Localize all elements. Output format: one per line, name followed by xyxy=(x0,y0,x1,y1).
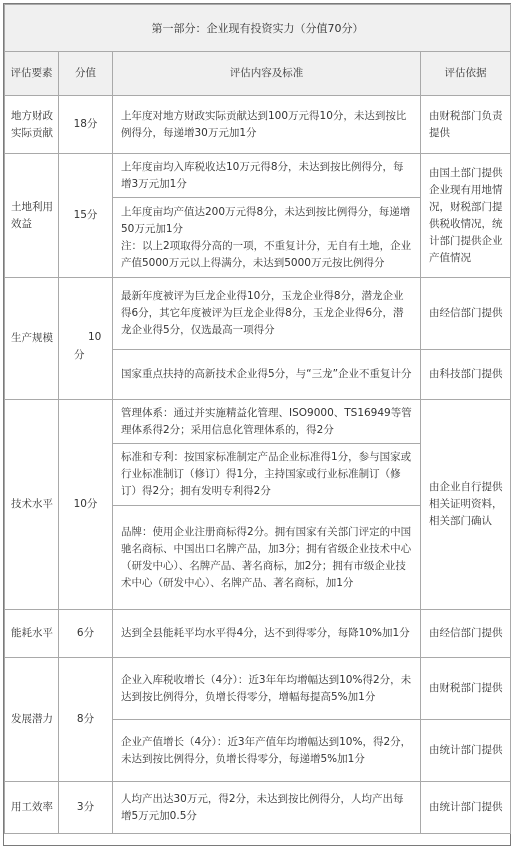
score-cell xyxy=(59,278,113,400)
table-row xyxy=(5,610,511,658)
basis-cell: 由国土部门提供企业现有用地情况，财税部门提供税收情况，统计部门提供企业产值情况 xyxy=(421,154,511,278)
content-cell: 最新年度被评为巨龙企业得10分，玉龙企业得8分，潜龙企业得6分，其它年度被评为巨龙企业得8分，玉龙企业得6分，潜龙企业得5分，仅选最高一项得分 xyxy=(113,278,421,350)
score-unit: 分 xyxy=(74,348,85,361)
table-row xyxy=(5,400,511,444)
element-cell: 技术水平 xyxy=(5,400,59,610)
basis-cell: 由经信部门提供 xyxy=(421,278,511,350)
scoring-table-frame xyxy=(3,3,511,846)
element-cell: 用工效率 xyxy=(5,782,59,834)
basis-cell: 由财税部门提供 xyxy=(421,658,511,720)
header-content: 评估内容及标准 xyxy=(113,52,421,96)
header-basis: 评估依据 xyxy=(421,52,511,96)
table-title: 第一部分：企业现有投资实力（分值70分） xyxy=(5,5,511,52)
score-cell: 18分 xyxy=(59,96,113,154)
content-note: 注：以上2项取得分高的一项，不重复计分，无自有土地，企业产值5000万元以上得满分，未达到5000万元按比例得分 xyxy=(121,239,412,269)
element-cell: 生产规模 xyxy=(5,278,59,400)
header-element: 评估要素 xyxy=(5,52,59,96)
content-cell: 标准和专利：按国家标准制定产品企业标准得1分，参与国家或行业标准制订（修订）得1分，主持国家或行业标准制订（修订）得2分；拥有发明专利得2分 xyxy=(113,444,421,506)
content-text: 上年度亩均产值达200万元得8分，未达到按比例得分，每递增50万元加1分 xyxy=(121,205,411,235)
score-cell: 3分 xyxy=(59,782,113,834)
basis-cell: 由统计部门提供 xyxy=(421,720,511,782)
content-cell: 达到全县能耗平均水平得4分，达不到得零分，每降10%加1分 xyxy=(113,610,421,658)
scoring-table xyxy=(4,4,511,834)
header-score: 分值 xyxy=(59,52,113,96)
table-row xyxy=(5,96,511,154)
content-cell xyxy=(113,198,421,278)
content-cell: 品牌：使用企业注册商标得2分。拥有国家有关部门评定的中国驰名商标、中国出口名牌产品，加3分；拥有省级企业技术中心（研发中心）、名牌产品、著名商标，加2分；拥有市级企业技术中心（研发中心）、名牌产品、著名商标，加1分 xyxy=(113,506,421,610)
header-row xyxy=(5,52,511,96)
score-cell: 10分 xyxy=(59,400,113,610)
basis-cell: 由财税部门负责提供 xyxy=(421,96,511,154)
score-value: 10 xyxy=(88,330,102,343)
content-cell: 企业入库税收增长（4分）：近3年年均增幅达到10%得2分，未达到按比例得分，负增长得零分，增幅每提高5%加1分 xyxy=(113,658,421,720)
basis-cell: 由经信部门提供 xyxy=(421,610,511,658)
element-cell: 土地利用效益 xyxy=(5,154,59,278)
basis-cell: 由统计部门提供 xyxy=(421,782,511,834)
element-cell: 发展潜力 xyxy=(5,658,59,782)
content-cell: 管理体系：通过并实施精益化管理、ISO9000、TS16949等管理体系得2分；采用信息化管理体系的，得2分 xyxy=(113,400,421,444)
table-title-row xyxy=(5,5,511,52)
element-cell: 能耗水平 xyxy=(5,610,59,658)
content-cell: 上年度亩均入库税收达10万元得8分，未达到按比例得分，每增3万元加1分 xyxy=(113,154,421,198)
content-cell: 上年度对地方财政实际贡献达到100万元得10分，未达到按比例得分，每递增30万元加1分 xyxy=(113,96,421,154)
content-cell: 国家重点扶持的高新技术企业得5分，与“三龙”企业不重复计分 xyxy=(113,350,421,400)
basis-cell: 由科技部门提供 xyxy=(421,350,511,400)
table-row xyxy=(5,782,511,834)
content-cell: 企业产值增长（4分）：近3年产值年均增幅达到10%，得2分，未达到按比例得分，负增长得零分，每递增5%加1分 xyxy=(113,720,421,782)
content-cell: 人均产出达30万元，得2分，未达到按比例得分，人均产出每增5万元加0.5分 xyxy=(113,782,421,834)
basis-cell: 由企业自行提供相关证明资料，相关部门确认 xyxy=(421,400,511,610)
table-row xyxy=(5,154,511,198)
element-cell: 地方财政实际贡献 xyxy=(5,96,59,154)
score-cell: 6分 xyxy=(59,610,113,658)
table-row xyxy=(5,278,511,350)
score-cell: 15分 xyxy=(59,154,113,278)
score-cell: 8分 xyxy=(59,658,113,782)
table-row xyxy=(5,658,511,720)
